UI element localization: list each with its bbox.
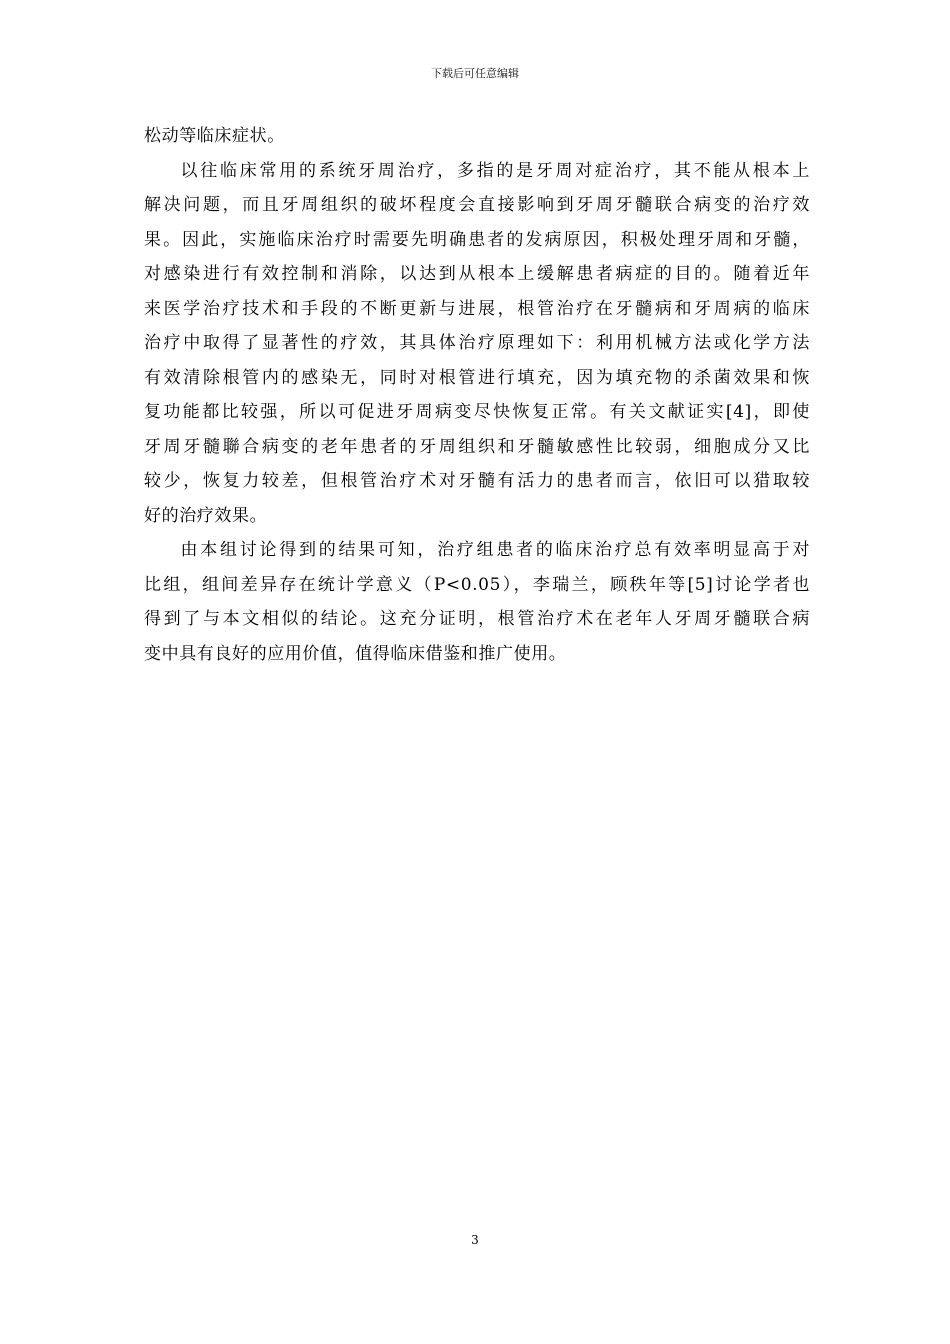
- text-line: 牙周牙髓聯合病变的老年患者的牙周组织和牙髓敏感性比较弱，细胞成分又比: [144, 436, 810, 457]
- text-line: 复功能都比较强，所以可促进牙周病变尽快恢复正常。有关文献证实[4]，即使: [144, 402, 810, 422]
- page-number: 3: [471, 1233, 479, 1247]
- text-line: 比组，组间差异存在统计学意义（P<0.05），李瑞兰，顾秩年等[5]讨论学者也: [144, 574, 810, 595]
- text-line: 果。因此，实施临床治疗时需要先明确患者的发病原因，积极处理牙周和牙髓，: [144, 229, 810, 250]
- text-line: 对感染进行有效控制和消除，以达到从根本上缓解患者病症的目的。随着近年: [144, 264, 810, 284]
- text-line: 由本组讨论得到的结果可知，治疗组患者的临床治疗总有效率明显高于对: [180, 540, 810, 560]
- text-line: 治疗中取得了显著性的疗效，其具体治疗原理如下：利用机械方法或化学方法: [144, 333, 810, 353]
- text-line: 解决问题，而且牙周组织的破坏程度会直接影响到牙周牙髓联合病变的治疗效: [144, 195, 810, 215]
- text-line: 松动等临床症状。: [144, 126, 285, 146]
- text-line: 来医学治疗技术和手段的不断更新与进展，根管治疗在牙髓病和牙周病的临床: [144, 298, 810, 319]
- paragraph-2: [144, 154, 810, 534]
- text-line: 好的治疗效果。: [144, 505, 268, 526]
- page-header: 下载后可任意编辑: [431, 67, 519, 80]
- text-line: 以往临床常用的系统牙周治疗，多指的是牙周对症治疗，其不能从根本上: [180, 160, 810, 181]
- text-line: 得到了与本文相似的结论。这充分证明，根管治疗术在老年人牙周牙髓联合病: [144, 609, 810, 629]
- paragraph-1: [144, 119, 810, 154]
- text-line: 较少，恢复力较差，但根管治疗术对牙髓有活力的患者而言，依旧可以猎取较: [144, 471, 810, 491]
- document-body: [144, 119, 810, 671]
- paragraph-3: [144, 533, 810, 671]
- text-line: 变中具有良好的应用价值，值得临床借鉴和推广使用。: [144, 643, 567, 664]
- text-line: 有效清除根管内的感染无，同时对根管进行填充，因为填充物的杀菌效果和恢: [144, 367, 810, 388]
